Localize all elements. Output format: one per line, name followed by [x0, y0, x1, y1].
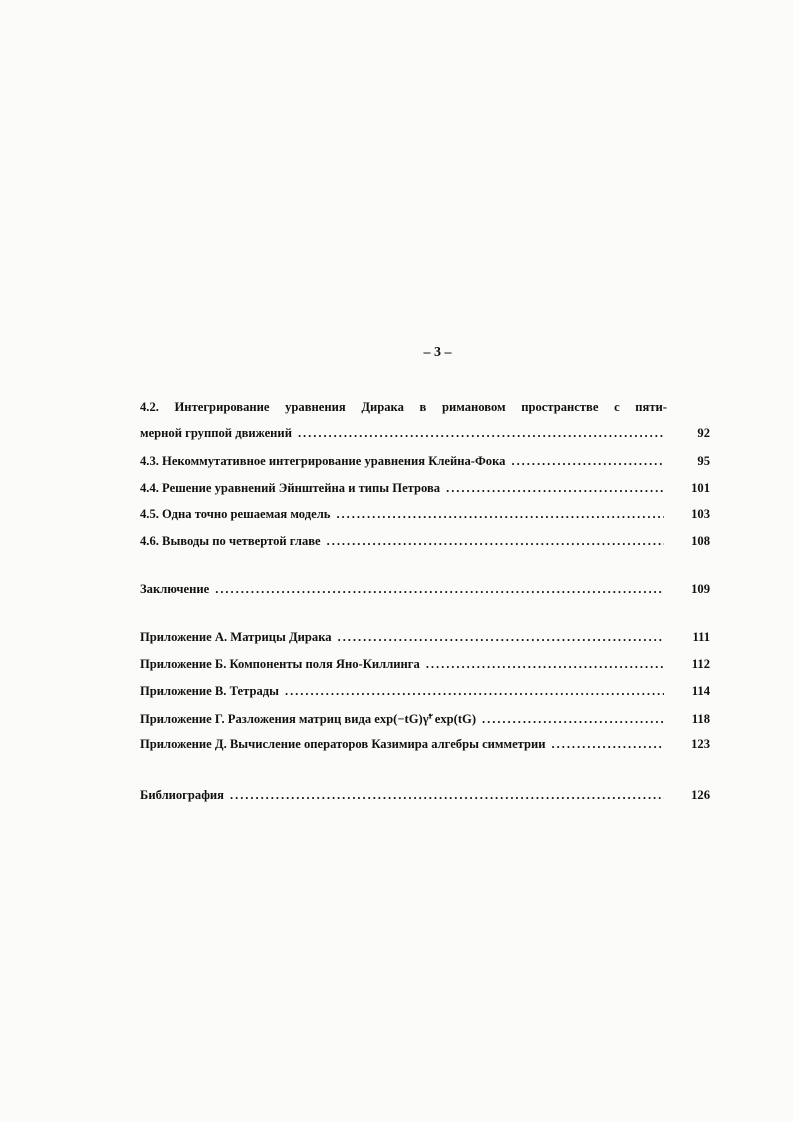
- toc-entry: [140, 737, 710, 757]
- toc-entry: [140, 582, 710, 602]
- toc-entry-title: Приложение Б. Компоненты поля Яно-Киллинга: [140, 657, 420, 671]
- toc-entry-page: 126: [691, 788, 710, 802]
- page-number: – 3 –: [423, 345, 452, 360]
- toc-entry: [140, 534, 710, 554]
- toc-entry-page: 118: [691, 712, 710, 726]
- toc-entry-page: 111: [692, 630, 710, 644]
- toc-entry-title: Приложение А. Матрицы Дирака: [140, 630, 332, 644]
- toc-entry: [140, 454, 710, 474]
- toc-entry-title: 4.5. Одна точно решаемая модель: [140, 507, 331, 521]
- dot-leader: [511, 454, 664, 469]
- toc-entry-title: Заключение: [140, 582, 210, 596]
- toc-entry-title-line: 4.2. Интегрирование уравнения Дирака в римановом пространстве с пяти-: [140, 400, 667, 414]
- dot-leader: [230, 788, 664, 803]
- toc-entry-page: 92: [697, 426, 710, 440]
- toc-entry: [140, 788, 710, 808]
- toc-entry-page: 108: [691, 534, 710, 548]
- dot-leader: [327, 534, 664, 549]
- toc-entry-title: Приложение Г. Разложения матриц вида exp(−tG)γ̃ⁱ exp(tG): [140, 712, 477, 726]
- toc-entry-title: 4.6. Выводы по четвертой главе: [140, 534, 321, 548]
- dot-leader: [482, 712, 664, 727]
- toc-entry-page: 112: [691, 657, 710, 671]
- toc-entry: [140, 507, 710, 527]
- dot-leader: [215, 582, 664, 597]
- dot-leader: [285, 684, 664, 699]
- dot-leader: [336, 507, 664, 522]
- dot-leader: [338, 630, 664, 645]
- toc-entry-title: 4.4. Решение уравнений Эйнштейна и типы Петрова: [140, 481, 441, 495]
- toc-entry-page: 123: [691, 737, 710, 751]
- toc-entry-page: 109: [691, 582, 710, 596]
- dot-leader: [426, 657, 664, 672]
- toc-entry-page: 103: [691, 507, 710, 521]
- toc-entry-title: Приложение Д. Вычисление операторов Казимира алгебры симметрии: [140, 737, 546, 751]
- dot-leader: [552, 737, 664, 752]
- toc-entry-title: Приложение В. Тетрады: [140, 684, 279, 698]
- toc-entry-title: 4.3. Некоммутативное интегрирование уравнения Клейна-Фока: [140, 454, 506, 468]
- toc-entry: [140, 426, 710, 446]
- dot-leader: [298, 426, 664, 441]
- toc-entry-page: 101: [691, 481, 710, 495]
- toc-entry-title: Библиография: [140, 788, 224, 802]
- toc-entry: [140, 711, 710, 731]
- toc-entry-page: 114: [691, 684, 710, 698]
- toc-entry-title: мерной группой движений: [140, 426, 292, 440]
- toc-entry: [140, 684, 710, 704]
- toc-entry: [140, 630, 710, 650]
- toc-entry: [140, 481, 710, 501]
- toc-entry-page: 95: [697, 454, 710, 468]
- dot-leader: [446, 481, 664, 496]
- toc-entry: [140, 657, 710, 677]
